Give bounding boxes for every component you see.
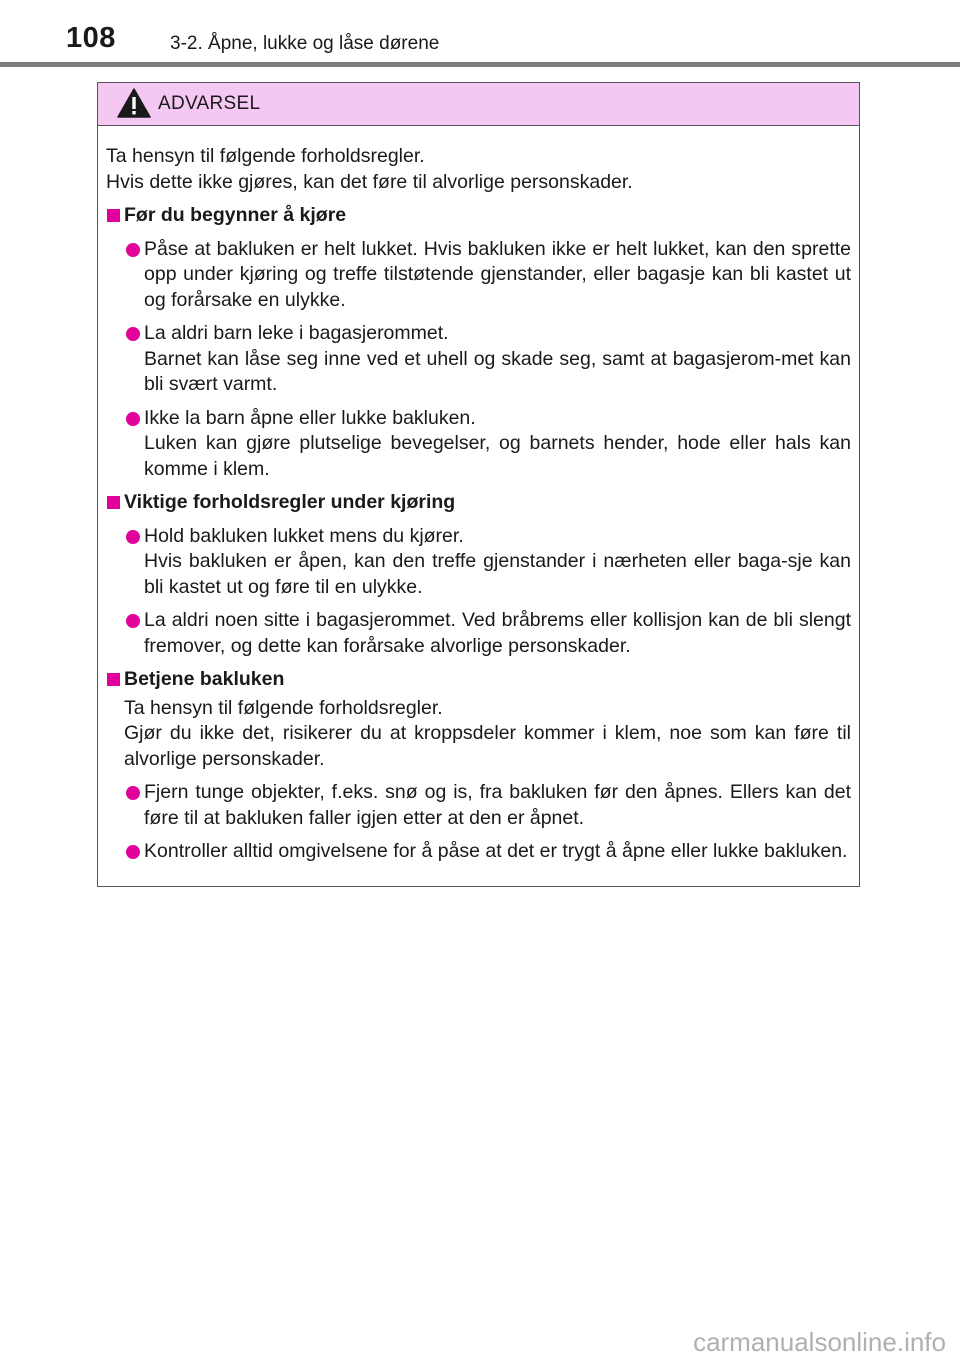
- warning-section: [106, 667, 851, 865]
- header-rule: [0, 62, 960, 67]
- section-heading: [106, 203, 851, 229]
- bullet-item: [106, 839, 851, 865]
- circle-bullet-icon: [126, 327, 140, 341]
- warning-triangle-icon: [117, 88, 151, 118]
- square-bullet-icon: [107, 209, 120, 222]
- square-bullet-icon: [107, 496, 120, 509]
- circle-bullet-icon: [126, 786, 140, 800]
- section-heading-text: Før du begynner å kjøre: [124, 204, 347, 226]
- warning-box: [97, 82, 860, 887]
- bullet-text: Kontroller alltid omgivelsene for å påse at det er trygt å åpne eller lukke bakluken.: [144, 840, 848, 862]
- section-heading: [106, 667, 851, 693]
- page-number: 108: [66, 22, 116, 54]
- warning-intro: [106, 144, 851, 195]
- circle-bullet-icon: [126, 412, 140, 426]
- bullet-text: Luken kan gjøre plutselige bevegelser, og barnets hender, hode eller hals kan komme i klem.: [144, 432, 851, 480]
- bullet-item: [106, 780, 851, 831]
- warning-header: [98, 83, 859, 126]
- chapter-title: 3-2. Åpne, lukke og låse dørene: [170, 33, 440, 54]
- intro-line: Hvis dette ikke gjøres, kan det føre til alvorlige personskader.: [106, 170, 633, 193]
- bullet-text: Ikke la barn åpne eller lukke bakluken.: [144, 406, 476, 429]
- square-bullet-icon: [107, 673, 120, 686]
- bullet-item: [106, 608, 851, 659]
- bullet-text: La aldri barn leke i bagasjerommet.: [144, 322, 449, 344]
- section-heading-text: Betjene bakluken: [124, 668, 285, 690]
- bullet-item: [106, 321, 851, 398]
- section-text-line: Gjør du ikke det, risikerer du at kroppsdeler kommer i klem, noe som kan føre til alvorlige personskader.: [124, 722, 851, 770]
- warning-section: [106, 490, 851, 659]
- bullet-item: [106, 524, 851, 601]
- bullet-text: Påse at bakluken er helt lukket. Hvis bakluken ikke er helt lukket, kan den sprette opp under kjøring og treffe tilstøtende gjenstander, eller bagasje kan bli kastet ut og forårsake en ulykke.: [144, 237, 851, 311]
- bullet-text: Fjern tunge objekter, f.eks. snø og is, fra bakluken før den åpnes. Ellers kan det føre til at bakluken faller igjen etter at den er åpnet.: [144, 781, 851, 829]
- circle-bullet-icon: [126, 614, 140, 628]
- section-text: [106, 696, 851, 773]
- bullet-item: [106, 406, 851, 483]
- bullet-text: Hvis bakluken er åpen, kan den treffe gjenstander i nærheten eller baga-sje kan bli kastet ut og føre til en ulykke.: [144, 550, 851, 598]
- bullet-text: La aldri noen sitte i bagasjerommet. Ved bråbrems eller kollisjon kan de bli slengt fremover, og dette kan forårsake alvorlige personskader.: [144, 609, 851, 657]
- page-header: [0, 0, 960, 70]
- warning-section: [106, 203, 851, 482]
- circle-bullet-icon: [126, 243, 140, 257]
- watermark-text: carmanualsonline.info: [693, 1327, 946, 1357]
- circle-bullet-icon: [126, 530, 140, 544]
- warning-title: ADVARSEL: [158, 93, 261, 114]
- section-text-line: Ta hensyn til følgende forholdsregler.: [124, 696, 443, 719]
- circle-bullet-icon: [126, 845, 140, 859]
- bullet-text: Hold bakluken lukket mens du kjører.: [144, 524, 464, 547]
- intro-line: Ta hensyn til følgende forholdsregler.: [106, 145, 425, 167]
- bullet-text: Barnet kan låse seg inne ved et uhell og skade seg, samt at bagasjerom-met kan bli svært varmt.: [144, 347, 851, 395]
- bullet-item: [106, 237, 851, 314]
- section-heading-text: Viktige forholdsregler under kjøring: [124, 491, 456, 513]
- warning-body: [98, 126, 859, 865]
- section-heading: [106, 490, 851, 516]
